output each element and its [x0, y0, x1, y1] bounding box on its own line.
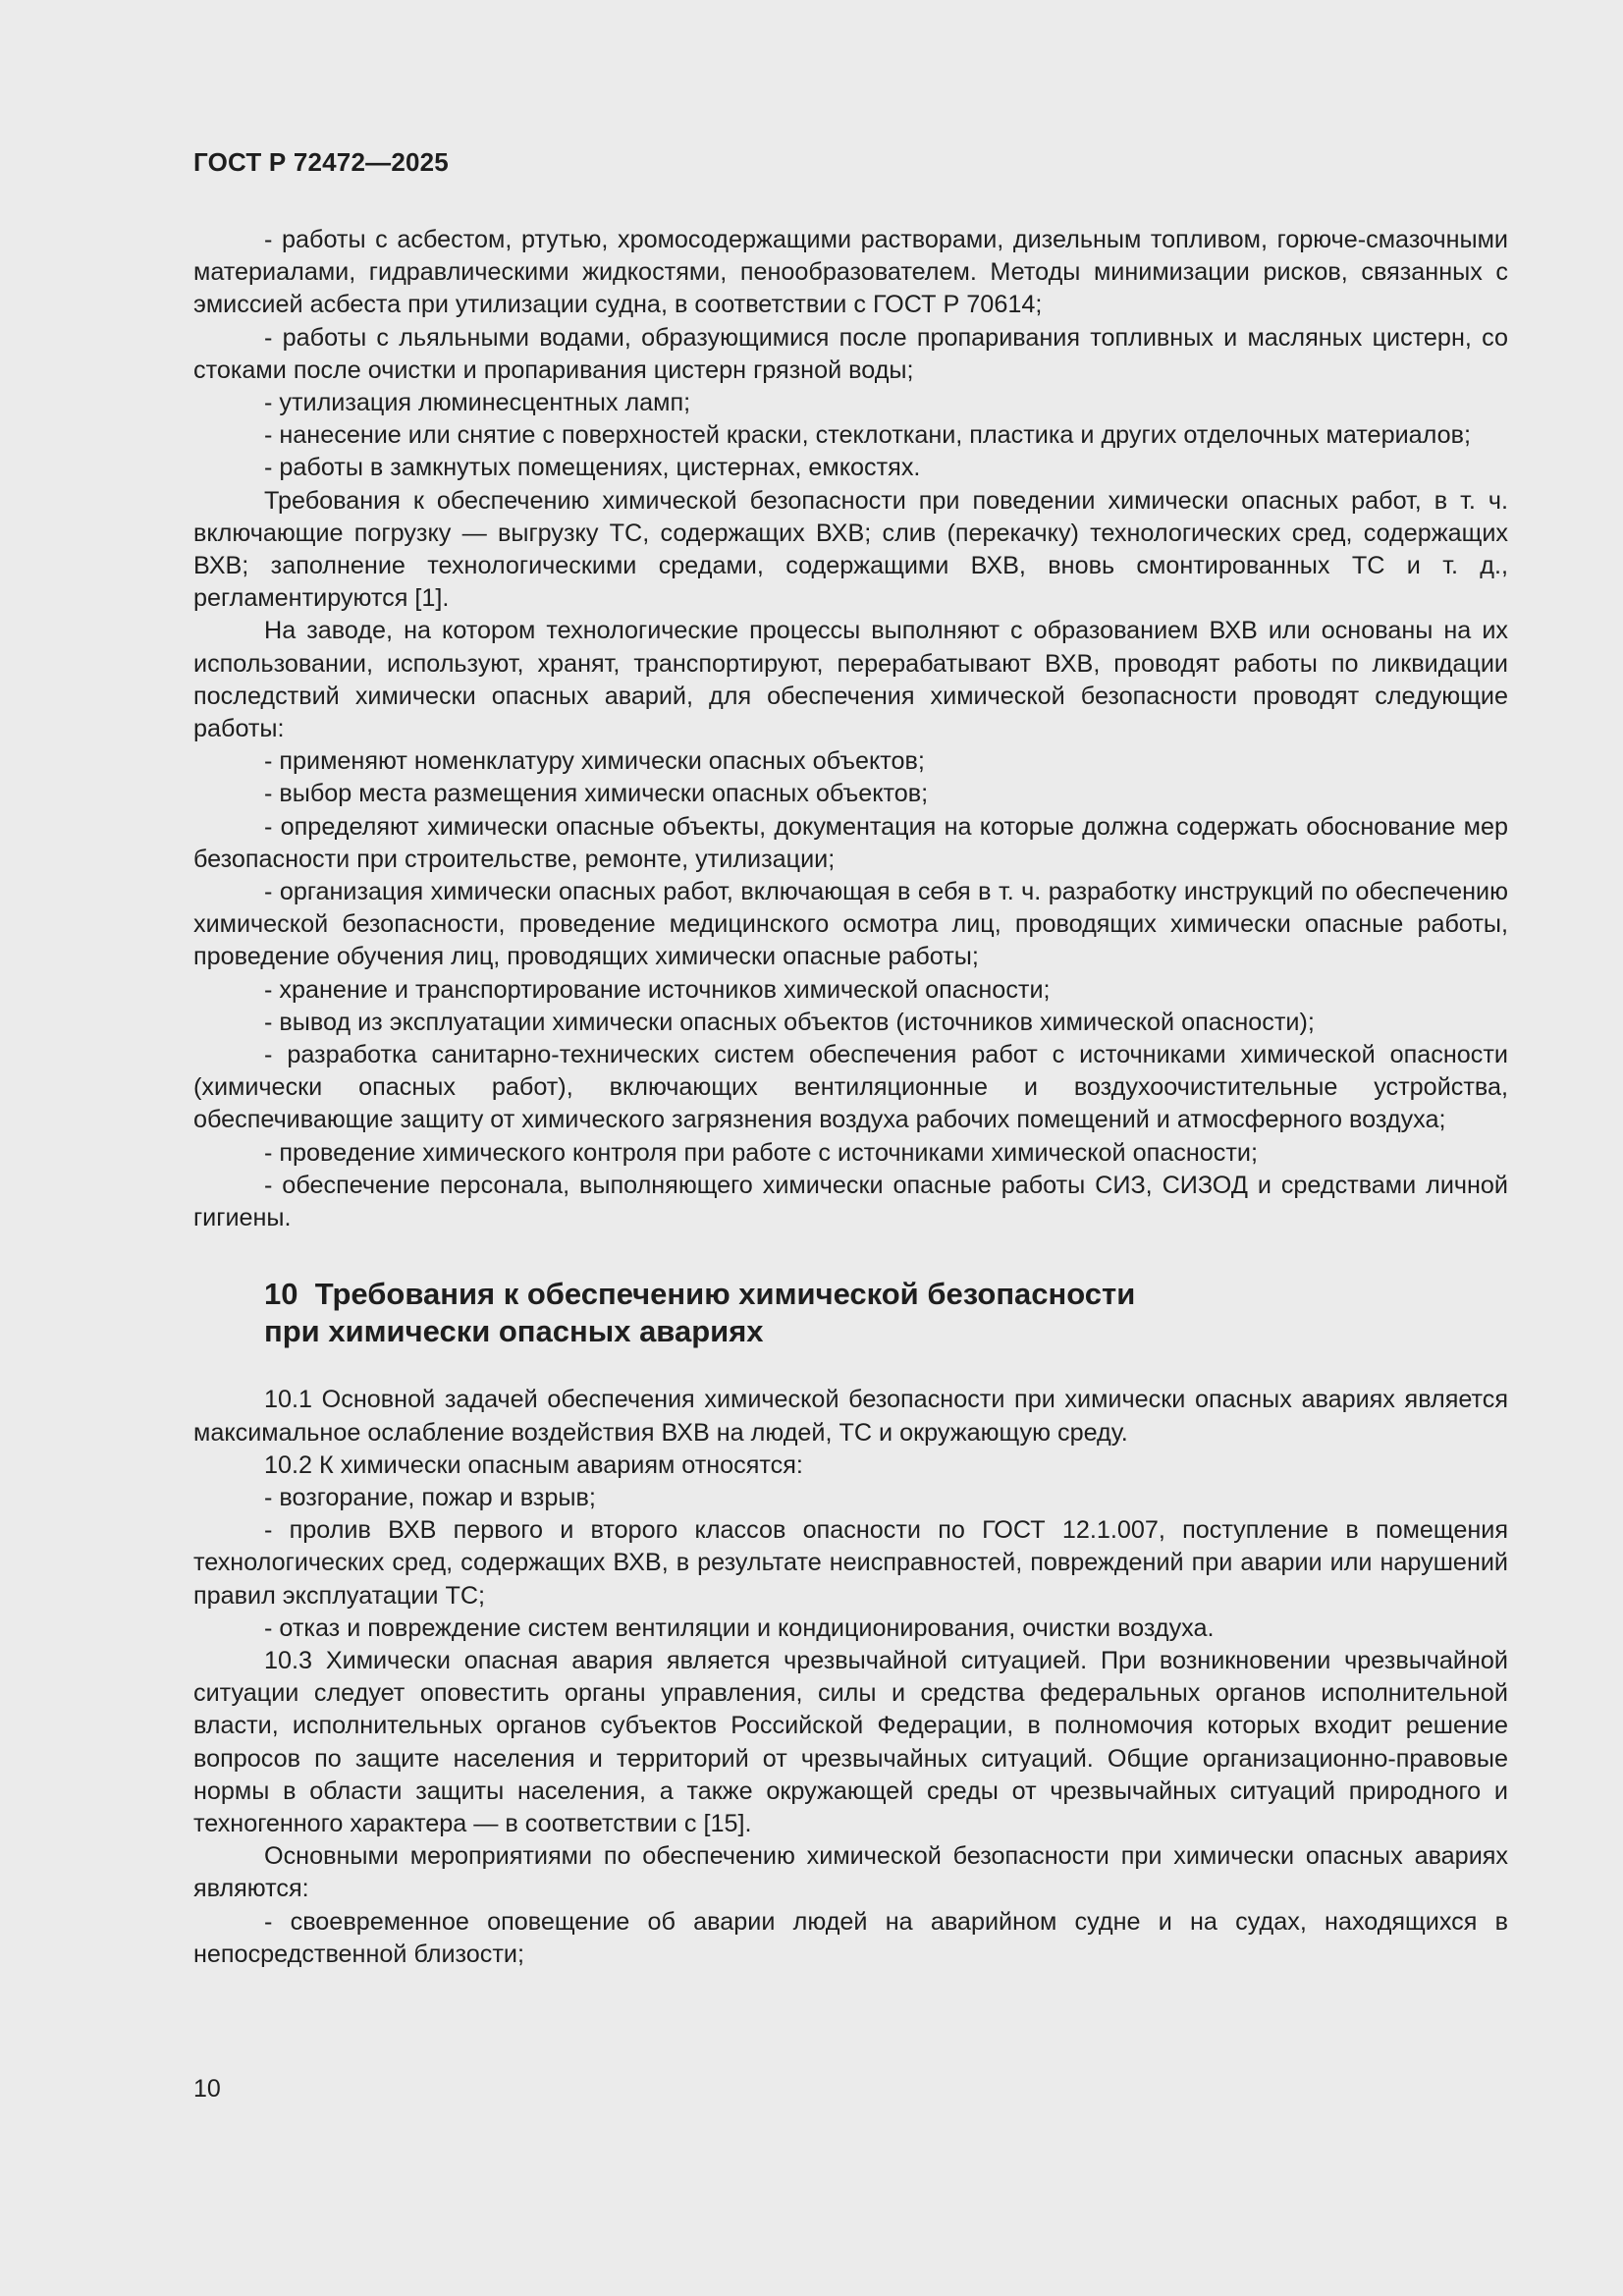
paragraph: - проведение химического контроля при работе с источниками химической опасности; [264, 1138, 1258, 1167]
paragraph: - определяют химически опасные объекты, документация на которые должна содержать обоснование мер безопасности при строительстве, ремонте, утилизации; [193, 812, 1508, 873]
document-header: ГОСТ Р 72472—2025 [193, 147, 449, 177]
paragraph: - работы с льяльными водами, образующимися после пропаривания топливных и масляных цистерн, со стоками после очистки и пропаривания цистерн грязной воды; [193, 323, 1508, 384]
paragraph: - применяют номенклатуру химически опасных объектов; [264, 747, 925, 776]
paragraph: - утилизация люминесцентных ламп; [264, 389, 691, 417]
paragraph: - возгорание, пожар и взрыв; [264, 1483, 596, 1511]
page-number: 10 [193, 2075, 221, 2103]
paragraph: - вывод из эксплуатации химически опасных объектов (источников химической опасности); [264, 1008, 1315, 1036]
paragraph: - обеспечение персонала, выполняющего химически опасные работы СИЗ, СИЗОД и средствами личной гигиены. [193, 1171, 1508, 1232]
paragraph: - отказ и повреждение систем вентиляции и кондиционирования, очистки воздуха. [264, 1613, 1215, 1642]
paragraph: - нанесение или снятие с поверхностей краски, стеклоткани, пластика и других отделочных материалов; [264, 421, 1472, 450]
paragraph: - разработка санитарно-технических систем обеспечения работ с источниками химической опасности (химически опасных работ), включающих вентиляционные и воздухоочистительные устройства, обеспечивающие защиту от химического загрязнения воздуха рабочих помещений и атмосферного воздуха; [193, 1041, 1508, 1134]
paragraph: Основными мероприятиями по обеспечению химической безопасности при химически опасных авариях являются: [193, 1842, 1508, 1903]
section-title-line2: при химически опасных авариях [264, 1314, 764, 1349]
paragraph: - пролив ВХВ первого и второго классов опасности по ГОСТ 12.1.007, поступление в помещения технологических сред, содержащих ВХВ, в результате неисправностей, повреждений при аварии или нарушений правил эксплуатации ТС; [193, 1516, 1508, 1610]
paragraph: 10.3 Химически опасная авария является чрезвычайной ситуацией. При возникновении чрезвычайной ситуации следует оповестить органы управления, силы и средства федеральных органов исполнительной власти, исполнительных органов субъектов Российской Федерации, в полномочия которых входит решение вопросов по защите населения и территорий от чрезвычайных ситуаций. Общие организационно-правовые нормы в области защиты населения, а также окружающей среды от чрезвычайных ситуаций природного и техногенного характера — в соответствии с [15]. [193, 1646, 1508, 1837]
section-number: 10 [264, 1277, 298, 1312]
paragraph: - организация химически опасных работ, включающая в себя в т. ч. разработку инструкций по обеспечению химической безопасности, проведение медицинского осмотра лиц, проводящих химически опасные работы, проведение обучения лиц, проводящих химически опасные работы; [193, 878, 1508, 971]
section-title-line1: Требования к обеспечению химической безопасности [314, 1277, 1136, 1312]
paragraph: 10.1 Основной задачей обеспечения химической безопасности при химически опасных авариях является максимальное ослабление воздействия ВХВ на людей, ТС и окружающую среду. [193, 1386, 1508, 1447]
paragraph: Требования к обеспечению химической безопасности при поведении химически опасных работ, в т. ч. включающие погрузку — выгрузку ТС, содержащих ВХВ; слив (перекачку) технологических сред, содержащих ВХВ; заполнение технологическими средами, содержащими ВХВ, вновь смонтированных ТС и т. д., регламентируются [1]. [193, 486, 1508, 613]
paragraph: - работы в замкнутых помещениях, цистернах, емкостях. [264, 454, 921, 482]
document-body [193, 224, 1508, 1971]
section-heading [264, 1276, 1508, 1350]
paragraph: - хранение и транспортирование источников химической опасности; [264, 975, 1051, 1004]
paragraph: На заводе, на котором технологические процессы выполняют с образованием ВХВ или основаны на их использовании, используют, хранят, транспортируют, перерабатывают ВХВ, проводят работы по ликвидации последствий химически опасных аварий, для обеспечения химической безопасности проводят следующие работы: [193, 617, 1508, 743]
paragraph: - выбор места размещения химически опасных объектов; [264, 780, 929, 808]
paragraph: - своевременное оповещение об аварии людей на аварийном судне и на судах, находящихся в непосредственной близости; [193, 1907, 1508, 1968]
paragraph: - работы с асбестом, ртутью, хромосодержащими растворами, дизельным топливом, горюче-смазочными материалами, гидравлическими жидкостями, пенообразователем. Методы минимизации рисков, связанных с эмиссией асбеста при утилизации судна, в соответствии с ГОСТ Р 70614; [193, 226, 1508, 319]
paragraph: 10.2 К химически опасным авариям относятся: [264, 1450, 803, 1479]
